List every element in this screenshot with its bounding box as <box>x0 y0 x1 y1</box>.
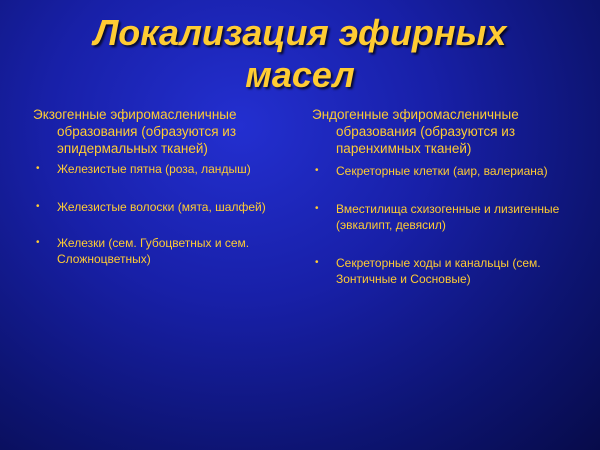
exogenous-header-line-1: Экзогенные эфиромасленичные <box>33 107 237 122</box>
title-line-2: масел <box>245 54 355 95</box>
bullet-icon: • <box>36 163 40 174</box>
bullet-icon: • <box>36 237 40 248</box>
list-item-text: Секреторные ходы и канальцы (сем. Зонтичные и Сосновые) <box>336 256 541 286</box>
endogenous-header-rest: образования (образуются из паренхимных тканей) <box>336 124 516 156</box>
list-item <box>312 163 582 179</box>
list-item-text: Железистые волоски (мята, шалфей) <box>57 200 266 214</box>
list-item <box>33 161 288 177</box>
endogenous-list <box>312 163 582 287</box>
exogenous-header <box>33 106 288 157</box>
list-item-text: Железки (сем. Губоцветных и сем. Сложноцветных) <box>57 236 250 266</box>
list-item-text: Железистые пятна (роза, ландыш) <box>57 162 251 176</box>
title-line-1: Локализация эфирных <box>93 12 507 53</box>
endogenous-column <box>312 106 582 309</box>
bullet-icon: • <box>36 201 40 212</box>
exogenous-list <box>33 161 288 267</box>
list-item <box>33 235 288 267</box>
bullet-icon: • <box>315 203 319 214</box>
bullet-icon: • <box>315 257 319 268</box>
exogenous-header-rest: образования (образуются из эпидермальных тканей) <box>57 124 237 156</box>
exogenous-column <box>33 106 288 287</box>
list-item <box>33 199 288 215</box>
endogenous-header <box>312 106 582 157</box>
list-item-text: Вместилища схизогенные и лизигенные (эвкалипт, девясил) <box>336 202 560 232</box>
list-item <box>312 201 582 233</box>
slide-title <box>0 12 600 96</box>
endogenous-header-line-1: Эндогенные эфиромасленичные <box>312 107 519 122</box>
bullet-icon: • <box>315 165 319 176</box>
list-item <box>312 255 582 287</box>
list-item-text: Секреторные клетки (аир, валериана) <box>336 164 548 178</box>
